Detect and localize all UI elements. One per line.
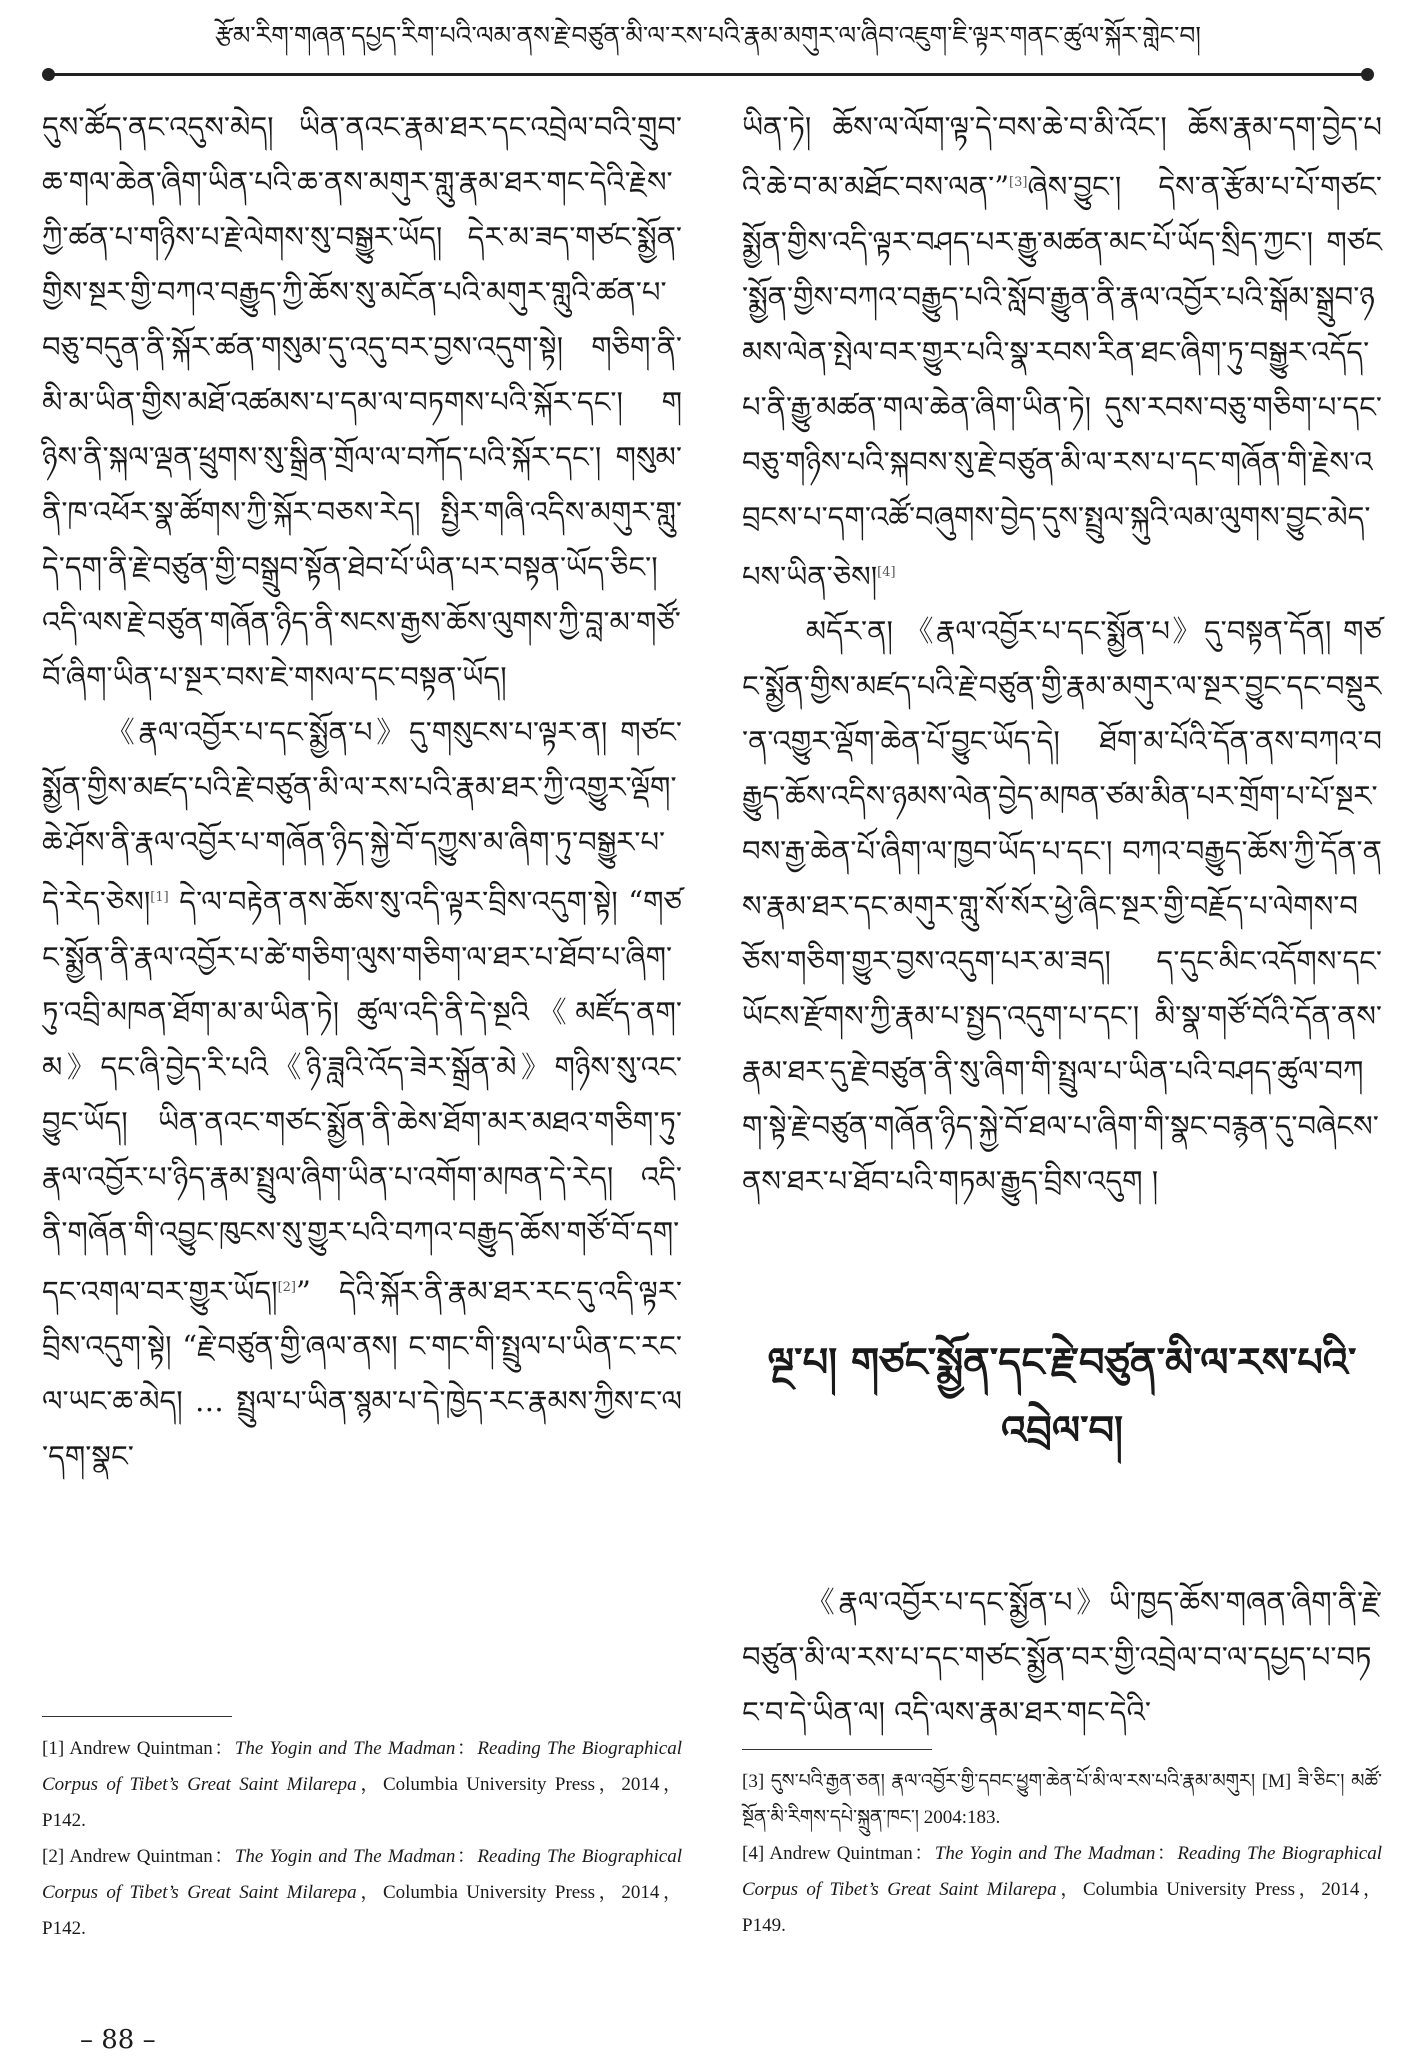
footnote-4-year-page: 2014，P149. — [742, 1879, 1382, 1936]
right-paragraph-1 — [742, 100, 1382, 604]
footnote-2-publisher: Columbia University Press — [382, 1882, 596, 1903]
footnote-1-sep-2: ： — [455, 1738, 478, 1759]
footnote-1-title-b: Reading The Biographical Corpus of Tibet’s Great Saint Milarepa — [42, 1738, 682, 1795]
left-paragraph-1: དུས་ཚོད་ནང་འདུས་མེད། ཡིན་ནའང་རྣམ་ཐར་དང་འབྲེལ་བའི་གྲུབ་ཆ་གལ་ཆེན་ཞིག་ཡིན་པའི་ཆ་ནས་མགུར་གླུ་རྣམ་ཐར་གང་དེའི་རྗེས་ཀྱི་ཚན་པ་གཉིས་པ་རྗེ་ལེགས་སུ་བསྒྱུར་ཡོད། དེར་མ་ཟད་གཙང་སྨྱོན་གྱིས་སྔར་གྱི་བཀའ་བརྒྱུད་ཀྱི་ཆོས་སུ་མངོན་པའི་མགུར་གླུའི་ཚན་པ་བཅུ་བདུན་ནི་སྐོར་ཚན་གསུམ་དུ་འདུ་བར་བྱས་འདུག་སྟེ། གཅིག་ནི་མི་མ་ཡིན་གྱིས་མཐོ་འཚམས་པ་དམ་ལ་བཏགས་པའི་སྐོར་དང་། གཉིས་ནི་སྐལ་ལྡན་ཕྲུགས་སུ་སྒྲིན་གྲོལ་ལ་བཀོད་པའི་སྐོར་དང་། གསུམ་ནི་ཁ་འཕོར་སྣ་ཚོགས་ཀྱི་སྐོར་བཅས་རེད། སྤྱིར་གཞི་འདིས་མགུར་གླུ་དེ་དག་ནི་རྗེ་བཙུན་གྱི་བསྒྲུབ་སྟོན་ཐེབ་པོ་ཡིན་པར་བསྟན་ཡོད་ཅིང་། འདི་ལས་རྗེ་བཙུན་གཞོན་ཉིད་ནི་སངས་རྒྱས་ཆོས་ལུགས་ཀྱི་བླ་མ་གཙོ་བོ་ཞིག་ཡིན་པ་སྔར་བས་ཇེ་གསལ་དང་བསྟན་ཡོད། — [42, 110, 682, 694]
left-p2-text: 《རྣལ་འབྱོར་པ་དང་སྨྱོན་པ》དུ་གསུངས་པ་ལྟར་ན། གཙང་སྨྱོན་གྱིས་མཛད་པའི་རྗེ་བཙུན་མི་ལ་རས་པའི་རྣམ་ཐར་ཀྱི་འགྱུར་ལྡོག་ཆེ་ཤོས་ནི་རྣལ་འབྱོར་པ་གཞོན་ཉིད་སྐྱེ་བོ་དཀྱུས་མ་ཞིག་ཏུ་བསྒྱུར་པ་དེ་རེད་ཅེས། — [42, 715, 682, 919]
rule-dot-left — [42, 68, 55, 81]
footnote-4-title-a: The Yogin and The Madman — [934, 1843, 1156, 1864]
section-heading: ལྔ་པ། གཙང་སྨྱོན་དང་རྗེ་བཙུན་མི་ལ་རས་པའི་འབྲེལ་བ། — [767, 1339, 1357, 1455]
rule-dot-right — [1361, 68, 1374, 81]
footnote-2-num: [2] — [42, 1846, 65, 1867]
footnote-1-author: Andrew Quintman — [69, 1738, 213, 1759]
footnote-2-title-b: Reading The Biographical Corpus of Tibet’s Great Saint Milarepa — [42, 1846, 682, 1903]
section-paragraph: 《རྣལ་འབྱོར་པ་དང་སྨྱོན་པ》ཡི་ཁྱད་ཆོས་གཞན་ཞིག་ནི་རྗེ་བཙུན་མི་ལ་རས་པ་དང་གཙང་སྨྱོན་བར་གྱི་འབྲེལ་བ་ལ་དཔྱད་པ་བཏང་བ་དེ་ཡིན་ལ། འདི་ལས་རྣམ་ཐར་གང་དེའི་ — [742, 1585, 1382, 1730]
footnote-4-author: Andrew Quintman — [769, 1843, 913, 1864]
footnote-4-title-b: Reading The Biographical Corpus of Tibet’s Great Saint Milarepa — [742, 1843, 1382, 1900]
footnote-2: [2] Andrew Quintman：The Yogin and The Madman：Reading The Biographical Corpus of Tibet’s Great Saint Milarepa，Columbia University Press，2014，P142. — [42, 1846, 682, 1939]
footnote-2-sep-2: ： — [455, 1846, 478, 1867]
footnote-ref-3[interactable]: [3] — [1009, 175, 1028, 190]
left-footnotes — [42, 1716, 682, 1947]
right-footnotes — [742, 1749, 1382, 1944]
footnote-1-title-a: The Yogin and The Madman — [234, 1738, 456, 1759]
right-p1-text: ཡིན་ཏེ། ཆོས་ལ་ལོག་ལྟ་དེ་བས་ཆེ་བ་མི་འོང་། ཆོས་རྣམ་དག་བྱེད་པའི་ཆེ་བ་མ་མཐོང་བས་ལན་” — [742, 110, 1382, 204]
footnote-4-sep-2: ： — [1155, 1843, 1178, 1864]
footnote-rule-right — [742, 1749, 932, 1750]
left-p2-after: དེ་ལ་བརྟེན་ནས་ཆོས་སུ་འདི་ལྟར་བྲིས་འདུག་སྟེ། “གཙང་སྨྱོན་ནི་རྣལ་འབྱོར་པ་ཚེ་གཅིག་ལུས་གཅིག་ལ་ཐར་པ་ཐོབ་པ་ཞིག་ཏུ་འབྲི་མཁན་ཐོག་མ་མ་ཡིན་ཏེ། ཚུལ་འདི་ནི་དེ་སྔའི《མཛོད་ནག་མ》དང་ཞི་བྱེད་རི་པའི《ཉི་ཟླའི་འོད་ཟེར་སྒྲོན་མེ》གཉིས་སུ་འང་བྱུང་ཡོད། ཡིན་ནའང་གཙང་སྨྱོན་ནི་ཆེས་ཐོག་མར་མཐའ་གཅིག་ཏུ་རྣལ་འབྱོར་པ་ཉིད་རྣམ་སྤྲུལ་ཞིག་ཡིན་པ་འགོག་མཁན་དེ་རེད། འདི་ནི་གཞོན་གི་འབྱུང་ཁུངས་སུ་གྱུར་པའི་བཀའ་བརྒྱུད་ཆོས་གཙོ་བོ་དག་དང་འགལ་བར་གྱུར་ཡོད། — [42, 884, 682, 1309]
footnote-1-num: [1] — [42, 1738, 65, 1759]
footnote-4: [4] Andrew Quintman：The Yogin and The Madman：Reading The Biographical Corpus of Tibet’s Great Saint Milarepa，Columbia University Press，2014，P149. — [742, 1843, 1382, 1936]
left-p2-after2: ” དེའི་སྐོར་ནི་རྣམ་ཐར་རང་དུ་འདི་ལྟར་བྲིས་འདུག་སྟེ། “རྗེ་བཙུན་གྱི་ཞལ་ནས། ང་གང་གི་སྤྲུལ་པ་ཡིན་ང་རང་ལ་ཡང་ཆ་མེད། … སྤྲུལ་པ་ཡིན་སྙམ་པ་དེ་ཁྱེད་རང་རྣམས་ཀྱིས་ང་ལ་དག་སྣང་ — [42, 1274, 682, 1474]
header-rule — [48, 73, 1368, 76]
running-header: རྩོམ་རིག་གཞན་དཔྱད་རིག་པའི་ལམ་ནས་རྗེ་བཙུན་མི་ལ་རས་པའི་རྣམ་མགུར་ལ་ཞིབ་འཇུག་ཇི་ལྟར་གནང་ཚུལ་སྐོར་གླེང་བ། — [215, 21, 1201, 50]
left-column — [42, 100, 682, 1484]
footnote-2-year-page: 2014，P142. — [42, 1882, 682, 1939]
footnote-1-year-page: 2014，P142. — [42, 1774, 682, 1831]
right-paragraph-2: མདོར་ན། 《རྣལ་འབྱོར་པ་དང་སྨྱོན་པ》དུ་བསྟན་དོན། གཙང་སྨྱོན་གྱིས་མཛད་པའི་རྗེ་བཙུན་གྱི་རྣམ་མགུར་ལ་སྔར་བྱུང་དང་བསྡུར་ན་འགྱུར་ལྡོག་ཆེན་པོ་བྱུང་ཡོད་དེ། ཐོག་མ་པོའི་དོན་ནས་བཀའ་བརྒྱུད་ཆོས་འདིས་ཉམས་ལེན་བྱེད་མཁན་ཙམ་མིན་པར་གྲོག་པ་པོ་སྔར་བས་རྒྱ་ཆེན་པོ་ཞིག་ལ་ཁྱབ་ཡོད་པ་དང་། བཀའ་བརྒྱུད་ཆོས་ཀྱི་དོན་ནས་རྣམ་ཐར་དང་མགུར་གླུ་སོ་སོར་ཕྱེ་ཞིང་སྔར་གྱི་བརྗོད་པ་ལེགས་བཅོས་གཅིག་གྱུར་བྱས་འདུག་པར་མ་ཟད། ད་དུང་མིང་འདོགས་དང་ཡོངས་རྫོགས་ཀྱི་རྣམ་པ་སྤྱད་འདུག་པ་དང་། མི་སྣ་གཙོ་བོའི་དོན་ནས་རྣམ་ཐར་དུ་རྗེ་བཙུན་ནི་སུ་ཞིག་གི་སྤྲུལ་པ་ཡིན་པའི་བཤད་ཚུལ་བཀག་སྟེ་རྗེ་བཙུན་གཞོན་ཉིད་སྐྱེ་བོ་ཐལ་པ་ཞིག་གི་སྣང་བརྙན་དུ་བཞེངས་ནས་ཐར་པ་ཐོབ་པའི་གཏམ་རྒྱུད་བྲིས་འདུག ། — [742, 614, 1382, 1199]
footnote-4-publisher: Columbia University Press — [1082, 1879, 1296, 1900]
footnote-ref-4[interactable]: [4] — [877, 564, 896, 580]
page-number: – 88 – — [80, 2025, 156, 2055]
footnote-1: [1] Andrew Quintman：The Yogin and The Madman：Reading The Biographical Corpus of Tibet’s Great Saint Milarepa，Columbia University Press，2014，P142. — [42, 1738, 682, 1831]
footnote-4-num: [4] — [742, 1843, 765, 1864]
right-p1-after: ཞེས་བྱུང་། དེས་ན་རྩོམ་པ་པོ་གཙང་སྨྱོན་གྱིས་འདི་ལྟར་བཤད་པར་རྒྱུ་མཚན་མང་པོ་ཡོད་སྲིད་ཀྱང་། གཙང་སྨྱོན་གྱིས་བཀའ་བརྒྱུད་པའི་སློབ་རྒྱུན་ནི་རྣལ་འབྱོར་པའི་སྒོམ་སྒྲུབ་ཉམས་ལེན་སྤེལ་བར་གྱུར་པའི་སྣ་རབས་རིན་ཐང་ཞིག་ཏུ་བསྒྱུར་འདོད་པ་ནི་རྒྱུ་མཚན་གལ་ཆེན་ཞིག་ཡིན་ཏེ། དུས་རབས་བཅུ་གཅིག་པ་དང་བཅུ་གཉིས་པའི་སྐབས་སུ་རྗེ་བཙུན་མི་ལ་རས་པ་དང་གཞོན་གི་རྗེས་འབྲངས་པ་དག་འཚོ་བཞུགས་བྱེད་དུས་སྤྲུལ་སྐུའི་ལམ་ལུགས་བྱུང་མེད་པས་ཡིན་ཅེས། — [742, 169, 1382, 594]
footnote-1-publisher: Columbia University Press — [382, 1774, 596, 1795]
footnote-2-sep: ： — [212, 1846, 235, 1867]
footnote-2-author: Andrew Quintman — [69, 1846, 213, 1867]
footnote-2-title-a: The Yogin and The Madman — [234, 1846, 456, 1867]
footnote-ref-1[interactable]: [1] — [150, 890, 169, 905]
footnote-ref-2[interactable]: [2] — [277, 1279, 296, 1295]
footnote-3 — [742, 1764, 1382, 1836]
right-column — [742, 100, 1382, 1740]
footnote-rule-left — [42, 1716, 232, 1717]
footnote-1-sep: ： — [212, 1738, 235, 1759]
footnote-3-num: [3] — [742, 1771, 765, 1792]
footnote-4-sep: ： — [912, 1843, 935, 1864]
footnote-3-text: དུས་པའི་རྒྱན་ཅན། རྣལ་འབྱོར་གྱི་དབང་ཕྱུག་ཆེན་པོ་མི་ལ་རས་པའི་རྣམ་མགུར། [M] ཟི་ཅིང་། མཚོ་སྔོན་མི་རིགས་དཔེ་སྐྲུན་ཁང་། 2004:183. — [742, 1771, 1382, 1828]
left-paragraph-2 — [42, 705, 682, 1484]
